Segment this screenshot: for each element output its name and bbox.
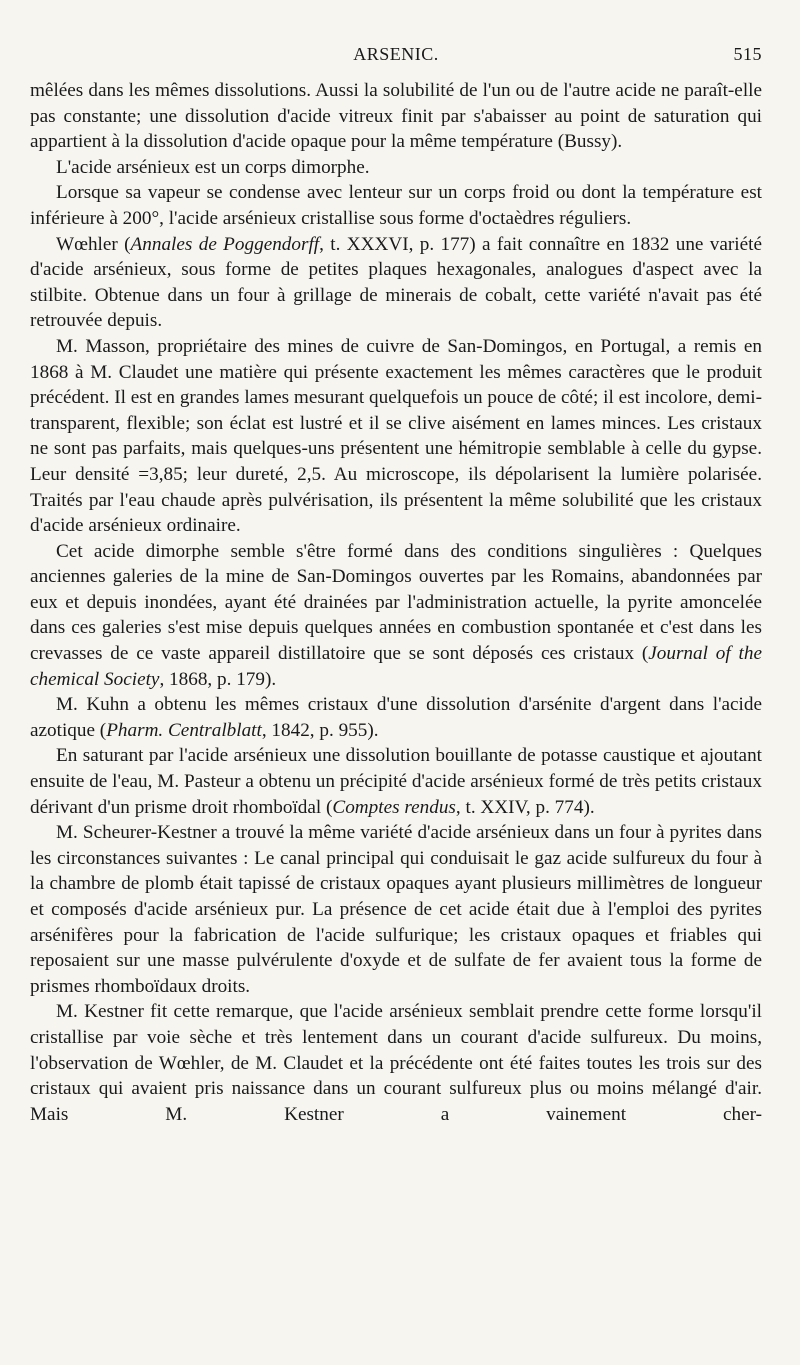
paragraph (30, 334, 762, 539)
paragraph (30, 232, 762, 334)
text-run: M. Kestner fit cette remarque, que l'acide arsénieux semblait prendre cette forme lorsqu'il cristallise par voie sèche et très lentement dans un courant d'acide sulfureux. Du moins, l'observation de Wœhler, de M. Claudet et la précédente ont été faites toutes les trois sur des cristaux qui avaient pris naissance dans un courant sulfureux plus ou moins mélangé d'air. Mais M. Kestner a vainement cher- (30, 1001, 762, 1125)
paragraph (30, 155, 762, 181)
paragraph (30, 999, 762, 1127)
text-run: , 1842, p. 955). (261, 719, 379, 741)
paragraph (30, 539, 762, 693)
paragraph (30, 743, 762, 820)
text-run: , t. XXIV, p. 774). (455, 796, 595, 818)
text-run: Cet acide dimorphe semble s'être formé dans des conditions singulières : Quelques anciennes galeries de la mine de San-Domingos ouvertes par les Romains, abandonnées par eux et depuis inondées, ayant été drainées par l'administration actuelle, la pyrite amoncelée dans ces galeries s'est mise depuis quelques années en combustion spontanée et c'est dans les crevasses de ce vaste appareil distillatoire que se sont déposés ces cristaux ( (30, 540, 762, 665)
paragraph (30, 180, 762, 231)
text-run: L'acide arsénieux est un corps dimorphe. (56, 156, 370, 178)
paragraph (30, 692, 762, 743)
paragraph (30, 820, 762, 999)
citation-title: Annales de Poggendorff (130, 233, 320, 255)
paragraph (30, 78, 762, 155)
text-run: , 1868, p. 179). (159, 668, 277, 690)
page-number: 515 (733, 44, 762, 64)
text-run: mêlées dans les mêmes dissolutions. Aussi la solubilité de l'un ou de l'autre acide ne paraît-elle pas constante; une dissolution d'acide vitreux finit par s'abaisser au point de saturation qui appartient à la dissolution d'acide opaque pour la même température (Bussy). (30, 80, 762, 153)
text-run: En saturant par l'acide arsénieux une dissolution bouillante de potasse caustique et ajoutant ensuite de l'eau, M. Pasteur a obtenu un précipité d'acide arsénieux formé de très petits cristaux dérivant d'un prisme droit rhomboïdal ( (30, 745, 762, 818)
text-run: Lorsque sa vapeur se condense avec lenteur sur un corps froid ou dont la température est inférieure à 200°, l'acide arsénieux cristallise sous forme d'octaèdres réguliers. (30, 182, 762, 229)
text-run: M. Scheurer-Kestner a trouvé la même variété d'acide arsénieux dans un four à pyrites dans les circonstances suivantes : Le canal principal qui conduisait le gaz acide sulfureux du four à la chambre de plomb était tapissé de cristaux opaques ayant plusieurs millimètres de longueur et composés d'acide arsénieux pur. La présence de cet acide était due à l'emploi des pyrites arsénifères pour la fabrication de l'acide sulfurique; les cristaux opaques et friables qui reposaient sur une masse pulvérulente d'oxyde et de sulfate de fer avaient tous la forme de prismes rhomboïdaux droits. (30, 822, 762, 997)
text-run: , t. XXXVI, p. 177) a fait connaître en 1832 une variété d'acide arsénieux, sous forme de petites plaques hexagonales, analogues d'aspect avec la stilbite. Obtenue dans un four à grillage de minerais de cobalt, cette variété n'avait pas été retrouvée depuis. (30, 233, 763, 332)
citation-title: Pharm. Centralblatt (106, 719, 262, 741)
citation-title: Comptes rendus (332, 796, 456, 818)
text-run: M. Kuhn a obtenu les mêmes cristaux d'une dissolution d'arsénite d'argent dans l'acide azotique ( (30, 694, 762, 741)
text-run: M. Masson, propriétaire des mines de cuivre de San-Domingos, en Portugal, a remis en 1868 à M. Claudet une matière qui présente exactement les mêmes caractères que le produit précédent. Il est en grandes lames mesurant quelquefois un pouce de côté; il est incolore, demi-transparent, flexible; son éclat est lustré et il se clive aisément en lames minces. Les cristaux ne sont pas parfaits, mais quelques-uns présentent une hémitropie semblable à celle du gypse. Leur densité =3,85; leur dureté, 2,5. Au microscope, ils dépolarisent la lumière polarisée. Traités par l'eau chaude après pulvérisation, ils présentent la même solubilité que les cristaux d'acide arsénieux ordinaire. (30, 335, 762, 537)
running-title: ARSENIC. (353, 44, 439, 64)
body-text (30, 78, 762, 1127)
text-run: Wœhler ( (56, 233, 131, 255)
running-head (30, 44, 762, 72)
citation-title: Journal of the chemical Society (30, 643, 762, 690)
